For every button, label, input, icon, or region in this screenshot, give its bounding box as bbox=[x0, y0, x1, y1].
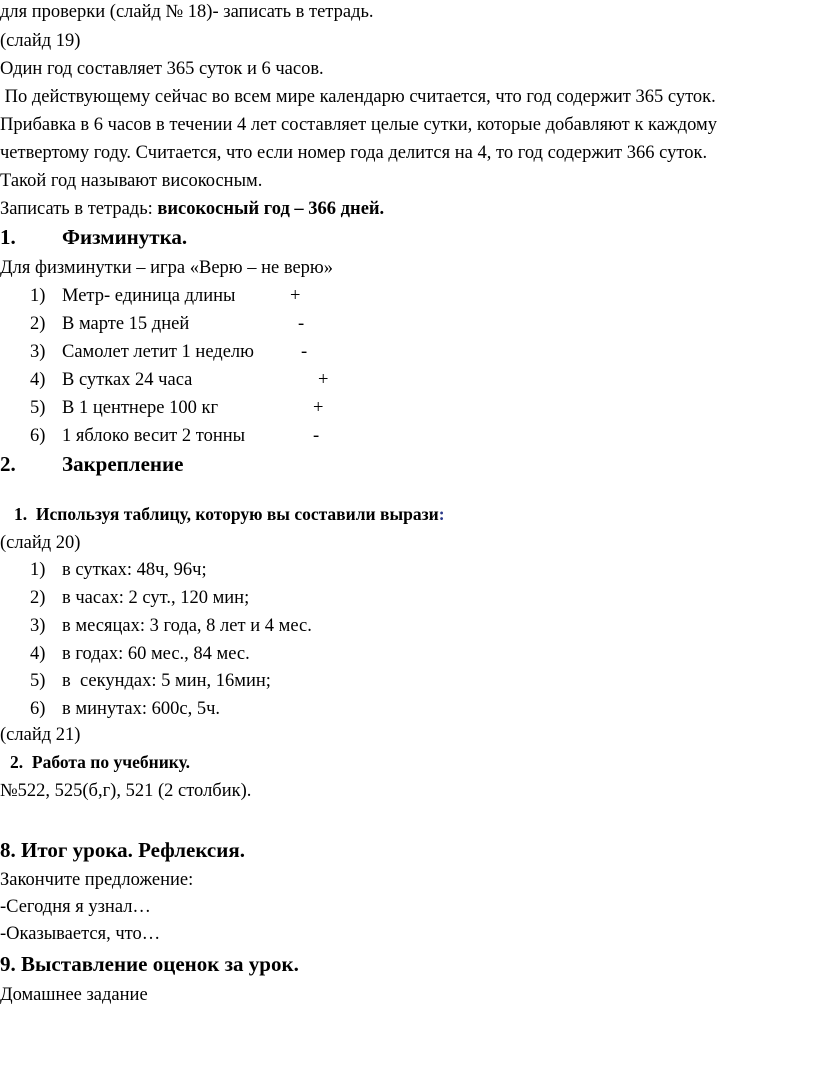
intro-line-6: четвертому году. Считается, что если номер года делится на 4, то год содержит 366 суток. bbox=[0, 143, 708, 163]
list-item bbox=[30, 340, 254, 364]
list-item bbox=[30, 614, 312, 638]
list-item bbox=[30, 697, 220, 721]
list-item bbox=[30, 312, 189, 336]
answer-mark: + bbox=[290, 286, 301, 306]
list-item-number: 4) bbox=[30, 370, 46, 390]
list-item-text: Самолет летит 1 неделю bbox=[62, 342, 254, 362]
list-item-text: в месяцах: 3 года, 8 лет и 4 мес. bbox=[62, 616, 312, 636]
task-1-text: 1. Используя таблицу, которую вы составили вырази bbox=[14, 504, 439, 524]
task-1-heading bbox=[14, 502, 445, 526]
answer-mark: - bbox=[301, 342, 308, 362]
list-item-number: 6) bbox=[30, 699, 46, 719]
section-2-title: Закрепление bbox=[62, 452, 184, 476]
list-item-text: В марте 15 дней bbox=[62, 314, 190, 334]
task-1-colon: : bbox=[438, 504, 445, 524]
intro-line-4: По действующему сейчас во всем мире календарю считается, что год содержит 365 суток. bbox=[0, 87, 716, 107]
list-item-number: 2) bbox=[30, 588, 46, 608]
section-8-line-3: -Оказывается, что… bbox=[0, 924, 161, 944]
section-1-intro: Для физминутки – игра «Верю – не верю» bbox=[0, 258, 333, 278]
list-item-text: в минутах: 600с, 5ч. bbox=[62, 699, 221, 719]
list-item-number: 5) bbox=[30, 671, 46, 691]
section-8-line-1: Закончите предложение: bbox=[0, 870, 194, 890]
section-1-number: 1. bbox=[0, 225, 16, 249]
slide-20-label: (слайд 20) bbox=[0, 533, 81, 553]
answer-mark: + bbox=[318, 370, 329, 390]
section-9-line-1: Домашнее задание bbox=[0, 985, 148, 1005]
list-item-text: в часах: 2 сут., 120 мин; bbox=[62, 588, 250, 608]
list-item bbox=[30, 558, 207, 582]
list-item-text: в секундах: 5 мин, 16мин; bbox=[62, 671, 271, 691]
list-item-text: в сутках: 48ч, 96ч; bbox=[62, 560, 207, 580]
exercise-numbers: №522, 525(б,г), 521 (2 столбик). bbox=[0, 781, 252, 801]
intro-line-8-prefix: Записать в тетрадь: bbox=[0, 199, 158, 219]
intro-line-5: Прибавка в 6 часов в течении 4 лет составляет целые сутки, которые добавляют к каждому bbox=[0, 115, 717, 135]
answer-mark: - bbox=[298, 314, 305, 334]
list-item-text: Метр- единица длины bbox=[62, 286, 236, 306]
list-item-number: 3) bbox=[30, 342, 46, 362]
list-item-text: В 1 центнере 100 кг bbox=[62, 398, 219, 418]
task-2-heading: 2. Работа по учебнику. bbox=[10, 752, 191, 772]
list-item bbox=[30, 642, 250, 666]
intro-line-8-bold: високосный год – 366 дней. bbox=[157, 199, 385, 219]
section-1-title: Физминутка. bbox=[62, 225, 188, 249]
intro-line-7: Такой год называют високосным. bbox=[0, 171, 263, 191]
list-item-number: 3) bbox=[30, 616, 46, 636]
list-item-text: 1 яблоко весит 2 тонны bbox=[62, 426, 246, 446]
intro-line-3: Один год составляет 365 суток и 6 часов. bbox=[0, 59, 324, 79]
list-item bbox=[30, 368, 192, 392]
section-8-heading: 8. Итог урока. Рефлексия. bbox=[0, 838, 245, 862]
section-1-heading bbox=[0, 224, 187, 250]
list-item bbox=[30, 284, 235, 308]
answer-mark: - bbox=[313, 426, 320, 446]
list-item-number: 2) bbox=[30, 314, 46, 334]
list-item-number: 6) bbox=[30, 426, 46, 446]
list-item-text: В сутках 24 часа bbox=[62, 370, 193, 390]
intro-line-2: (слайд 19) bbox=[0, 31, 81, 51]
section-9-heading: 9. Выставление оценок за урок. bbox=[0, 952, 299, 976]
list-item-number: 1) bbox=[30, 286, 46, 306]
list-item bbox=[30, 586, 249, 610]
list-item-number: 1) bbox=[30, 560, 46, 580]
list-item-number: 5) bbox=[30, 398, 46, 418]
list-item bbox=[30, 396, 218, 420]
slide-21-label: (слайд 21) bbox=[0, 725, 81, 745]
list-item bbox=[30, 424, 245, 448]
section-8-line-2: -Сегодня я узнал… bbox=[0, 897, 151, 917]
section-2-heading bbox=[0, 451, 183, 477]
section-2-number: 2. bbox=[0, 452, 16, 476]
answer-mark: + bbox=[313, 398, 324, 418]
intro-line-8 bbox=[0, 197, 384, 221]
intro-line-1: для проверки (слайд № 18)- записать в тетрадь. bbox=[0, 2, 374, 22]
list-item bbox=[30, 669, 271, 693]
list-item-text: в годах: 60 мес., 84 мес. bbox=[62, 644, 250, 664]
list-item-number: 4) bbox=[30, 644, 46, 664]
